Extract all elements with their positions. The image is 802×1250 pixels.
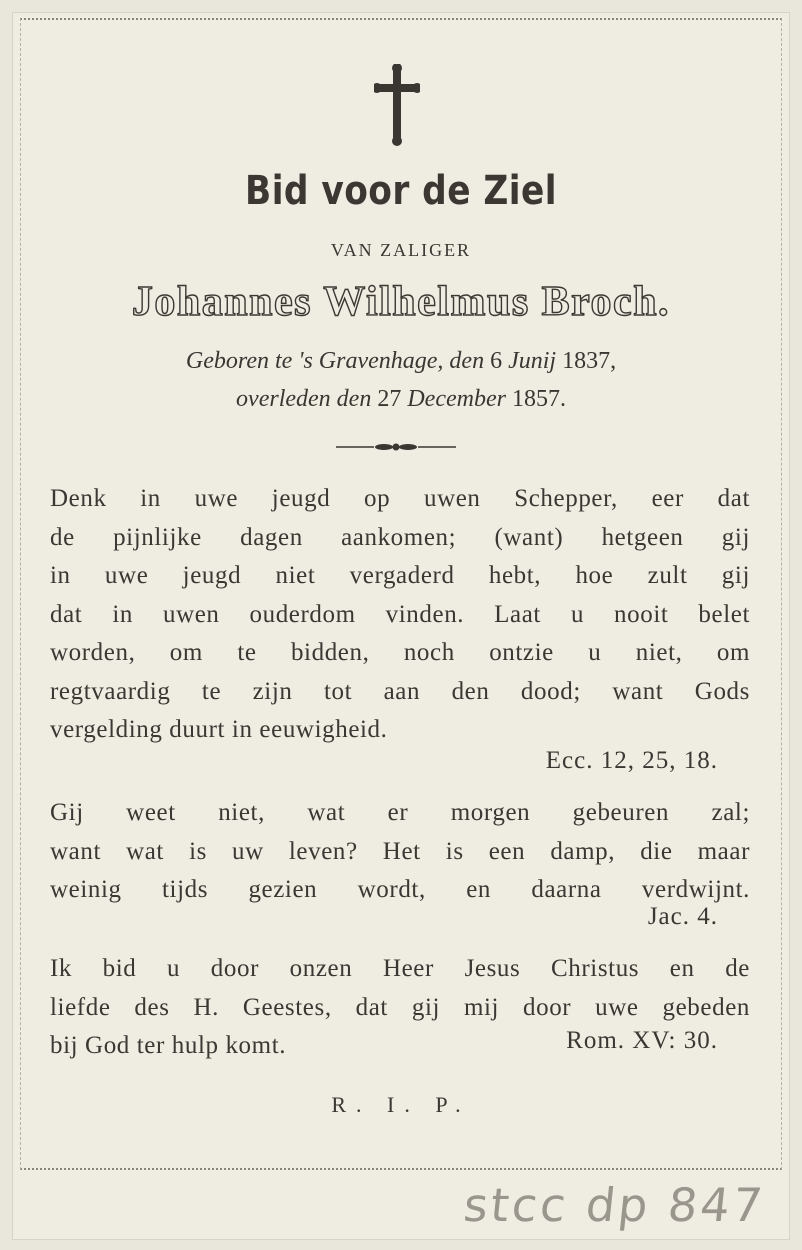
scripture-reference: Rom. XV: 30. (566, 1027, 718, 1054)
passage-line: Denk in uwe jeugd op uwen Schepper, eer dat (50, 485, 750, 512)
ornament-divider-icon (336, 440, 456, 454)
birth-line (12, 348, 790, 375)
scripture-reference: Jac. 4. (647, 903, 718, 930)
card-subtitle: VAN ZALIGER (330, 240, 472, 260)
pencil-shelfmark: stcc dp 847 (461, 1178, 768, 1232)
birth-year: 1837, (562, 348, 617, 374)
death-lead: overleden den (236, 386, 372, 412)
birth-lead: Geboren te 's Gravenhage, den (185, 348, 485, 374)
passage-line: de pijnlijke dagen aankomen; (want) hetgeen gij (50, 523, 750, 551)
passage-line: weinig tijds gezien wordt, en daarna verdwijnt. (50, 876, 750, 903)
passage-line: want wat is uw leven? Het is een damp, die maar (50, 837, 750, 865)
passage-line: worden, om te bidden, noch ontzie u niet, om (50, 639, 750, 666)
passage-line: liefde des H. Geestes, dat gij mij door uwe gebeden (50, 993, 750, 1021)
death-month: December (407, 386, 506, 412)
passage-2 (50, 794, 750, 910)
card-title: Bid voor de Ziel (245, 168, 557, 214)
passage-line: bij God ter hulp komt. (50, 1032, 287, 1059)
scripture-reference: Ecc. 12, 25, 18. (545, 747, 718, 774)
passage-line: Ik bid u door onzen Heer Jesus Christus en de (50, 955, 750, 982)
birth-month: Junij (508, 348, 557, 374)
death-year: 1857. (511, 386, 566, 412)
passage-line: regtvaardig te zijn tot aan den dood; want Gods (50, 677, 750, 705)
memorial-card (12, 12, 790, 1240)
passage-line: vergelding duurt in eeuwigheid. (50, 716, 388, 743)
birth-day: 6 (490, 348, 503, 374)
passage-line: Gij weet niet, wat er morgen gebeuren zal; (50, 799, 750, 826)
closing-rip: R. I. P. (331, 1092, 471, 1117)
passage-1 (50, 480, 750, 750)
death-line (12, 386, 790, 413)
passage-line: in uwe jeugd niet vergaderd hebt, hoe zult gij (50, 562, 750, 589)
passage-line: dat in uwen ouderdom vinden. Laat u nooit belet (50, 600, 750, 628)
death-day: 27 (377, 386, 402, 412)
deceased-name: Johannes Wilhelmus Broch. (131, 279, 671, 325)
cross-icon (374, 64, 420, 146)
